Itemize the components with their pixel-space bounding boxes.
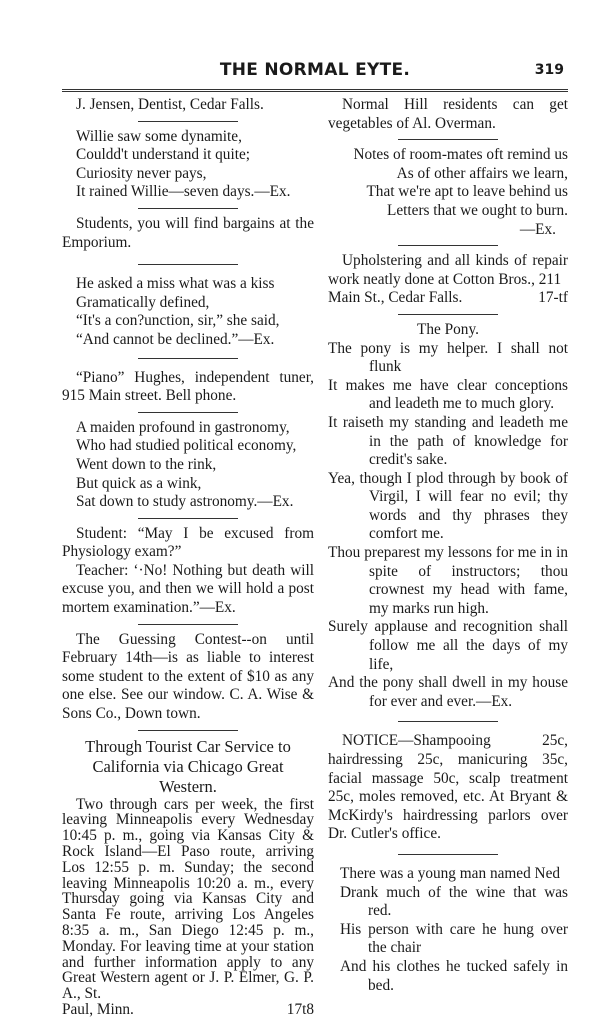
poem-line: Willie saw some dynamite, (76, 127, 242, 145)
roommates-poem (328, 146, 568, 239)
page-number: 319 (534, 62, 564, 78)
page-header (62, 60, 568, 84)
separator-rule (138, 730, 238, 731)
student-line: Student: “May I be excused from Physiology exam?” (62, 524, 314, 561)
poem-line: As of other affairs we learn, (396, 164, 568, 182)
separator-rule (398, 721, 498, 722)
pony-verse: Surely applause and recognition shall follow me all the days of my life, (328, 618, 568, 673)
poem-attribution: —Ex. (519, 220, 556, 238)
emporium-ad: Students, you will find bargains at the Emporium. (62, 214, 314, 251)
separator-rule (138, 121, 238, 122)
poem-line: Notes of room-mates oft remind us (353, 146, 568, 164)
hughes-ad: “Piano” Hughes, independent tuner, 915 Main street. Bell phone. (62, 368, 314, 405)
header-double-rule (62, 89, 568, 92)
poem-line: A maiden profound in gastronomy, (76, 418, 290, 436)
separator-rule (398, 314, 498, 315)
poem-line: Curiosity never pays, (76, 164, 207, 182)
pony-verse: It raiseth my standing and leadeth me in the path of knowledge for credit's sake. (328, 413, 568, 469)
poem-line: Sat down to study astronomy.—Ex. (76, 493, 294, 511)
poem-line: That we're apt to leave behind us (366, 183, 568, 201)
poem-line: Letters that we ought to burn. (387, 201, 568, 219)
maiden-poem (62, 419, 314, 512)
separator-rule (138, 208, 238, 209)
limerick-verse: His person with care he hung over the chair (340, 920, 568, 957)
jensen-ad: J. Jensen, Dentist, Cedar Falls. (76, 96, 264, 113)
pony-verse: Thou preparest my lessons for me in in spite of instructors; thou crownest my head with fame, my marks run high. (328, 544, 568, 617)
guessing-contest-ad: The Guessing Contest--on until February 14th—is as liable to interest some student to the extent of $10 as any one else. See our window. C. A. Wise & Sons Co., Down town. (62, 630, 314, 723)
tourist-car-signoff (62, 1002, 314, 1018)
cotton-ad-closing: Main St., Cedar Falls. (328, 289, 463, 307)
cotton-ad (328, 252, 568, 308)
overman-ad: Normal Hill residents can get vegetables of Al. Overman. (328, 96, 568, 132)
poem-line: Went down to the rink, (76, 455, 217, 473)
pony-verse: Yea, though I plod through by book of Virgil, I will fear no evil; thy words and thy phrases they comfort me. (328, 469, 568, 543)
right-column (328, 96, 568, 995)
pony-poem (328, 321, 568, 711)
separator-rule (398, 139, 498, 140)
kiss-poem (62, 275, 314, 349)
pony-verse: The pony is my helper. I shall not flunk (328, 339, 568, 376)
separator-rule (398, 854, 498, 855)
limerick-verse: There was a young man named Ned (340, 864, 561, 882)
publication-title: THE NORMAL EYTE. (219, 60, 411, 80)
cotton-ad-signoff (328, 289, 568, 308)
pony-verse: And the pony shall dwell in my house for ever and ever.—Ex. (328, 674, 568, 710)
poem-line: “And cannot be declined.”—Ex. (76, 330, 275, 348)
tourist-car-body: Two through cars per week, the first leaving Minneapolis every Wednesday 10:45 p. m., going via Kansas City & Rock Island—El Paso route, arriving Los 12:55 p. m. Sunday; the second leaving Minneapolis 10:20 a. m., every Thursday going via Kansas City and Santa Fe route, arriving Los Angeles 8:35 a. m., San Diego 12:45 p. m., Monday. For leaving time at your station and further information apply to any Great Western agent or J. P. Elmer, G. P. A., St. (62, 795, 314, 1003)
limerick-verse: And his clothes he tucked safely in bed. (340, 957, 568, 994)
limerick-verse: Drank much of the wine that was red. (340, 883, 568, 920)
poem-line: But quick as a wink, (76, 474, 202, 492)
separator-rule (138, 264, 238, 265)
separator-rule (138, 358, 238, 359)
tourist-car-headline: Through Tourist Car Service to California via Chicago Great Western. (85, 736, 291, 796)
ned-limerick (328, 865, 568, 995)
willie-poem (62, 128, 314, 202)
poem-line: Gramatically defined, (76, 293, 210, 311)
tourist-car-closing: Paul, Minn. (62, 1000, 134, 1018)
cotton-ad-body: Upholstering and all kinds of repair work neatly done at Cotton Bros., 211 (328, 252, 568, 288)
poem-line: Who had studied political economy, (76, 437, 297, 455)
left-column (62, 96, 314, 1018)
poem-line: It rained Willie—seven days.—Ex. (76, 183, 291, 201)
physiology-joke (62, 525, 314, 618)
separator-rule (138, 412, 238, 413)
separator-rule (138, 624, 238, 625)
tourist-car-code: 17t8 (286, 1000, 314, 1018)
poem-line: “It's a con?unction, sir,” she said, (76, 312, 280, 330)
teacher-line: Teacher: ‘·No! Nothing but death will excuse you, and then we will hold a post mortem examination.”—Ex. (62, 561, 314, 617)
tourist-car-ad (62, 737, 314, 1018)
poem-line: He asked a miss what was a kiss (76, 275, 275, 293)
pony-title: The Pony. (417, 320, 479, 338)
poem-line: Couldd't understand it quite; (76, 146, 250, 164)
notice-ad: NOTICE—Shampooing 25c, hairdressing 25c, manicuring 35c, facial massage 50c, scalp treatment 25c, moles removed, etc. At Bryant & McKirdy's hairdressing parlors over Dr. Cutler's office. (328, 732, 568, 843)
cotton-ad-code: 17-tf (538, 289, 568, 307)
separator-rule (138, 518, 238, 519)
pony-verse: It makes me have clear conceptions and leadeth me to much glory. (328, 376, 568, 413)
separator-rule (398, 245, 498, 246)
